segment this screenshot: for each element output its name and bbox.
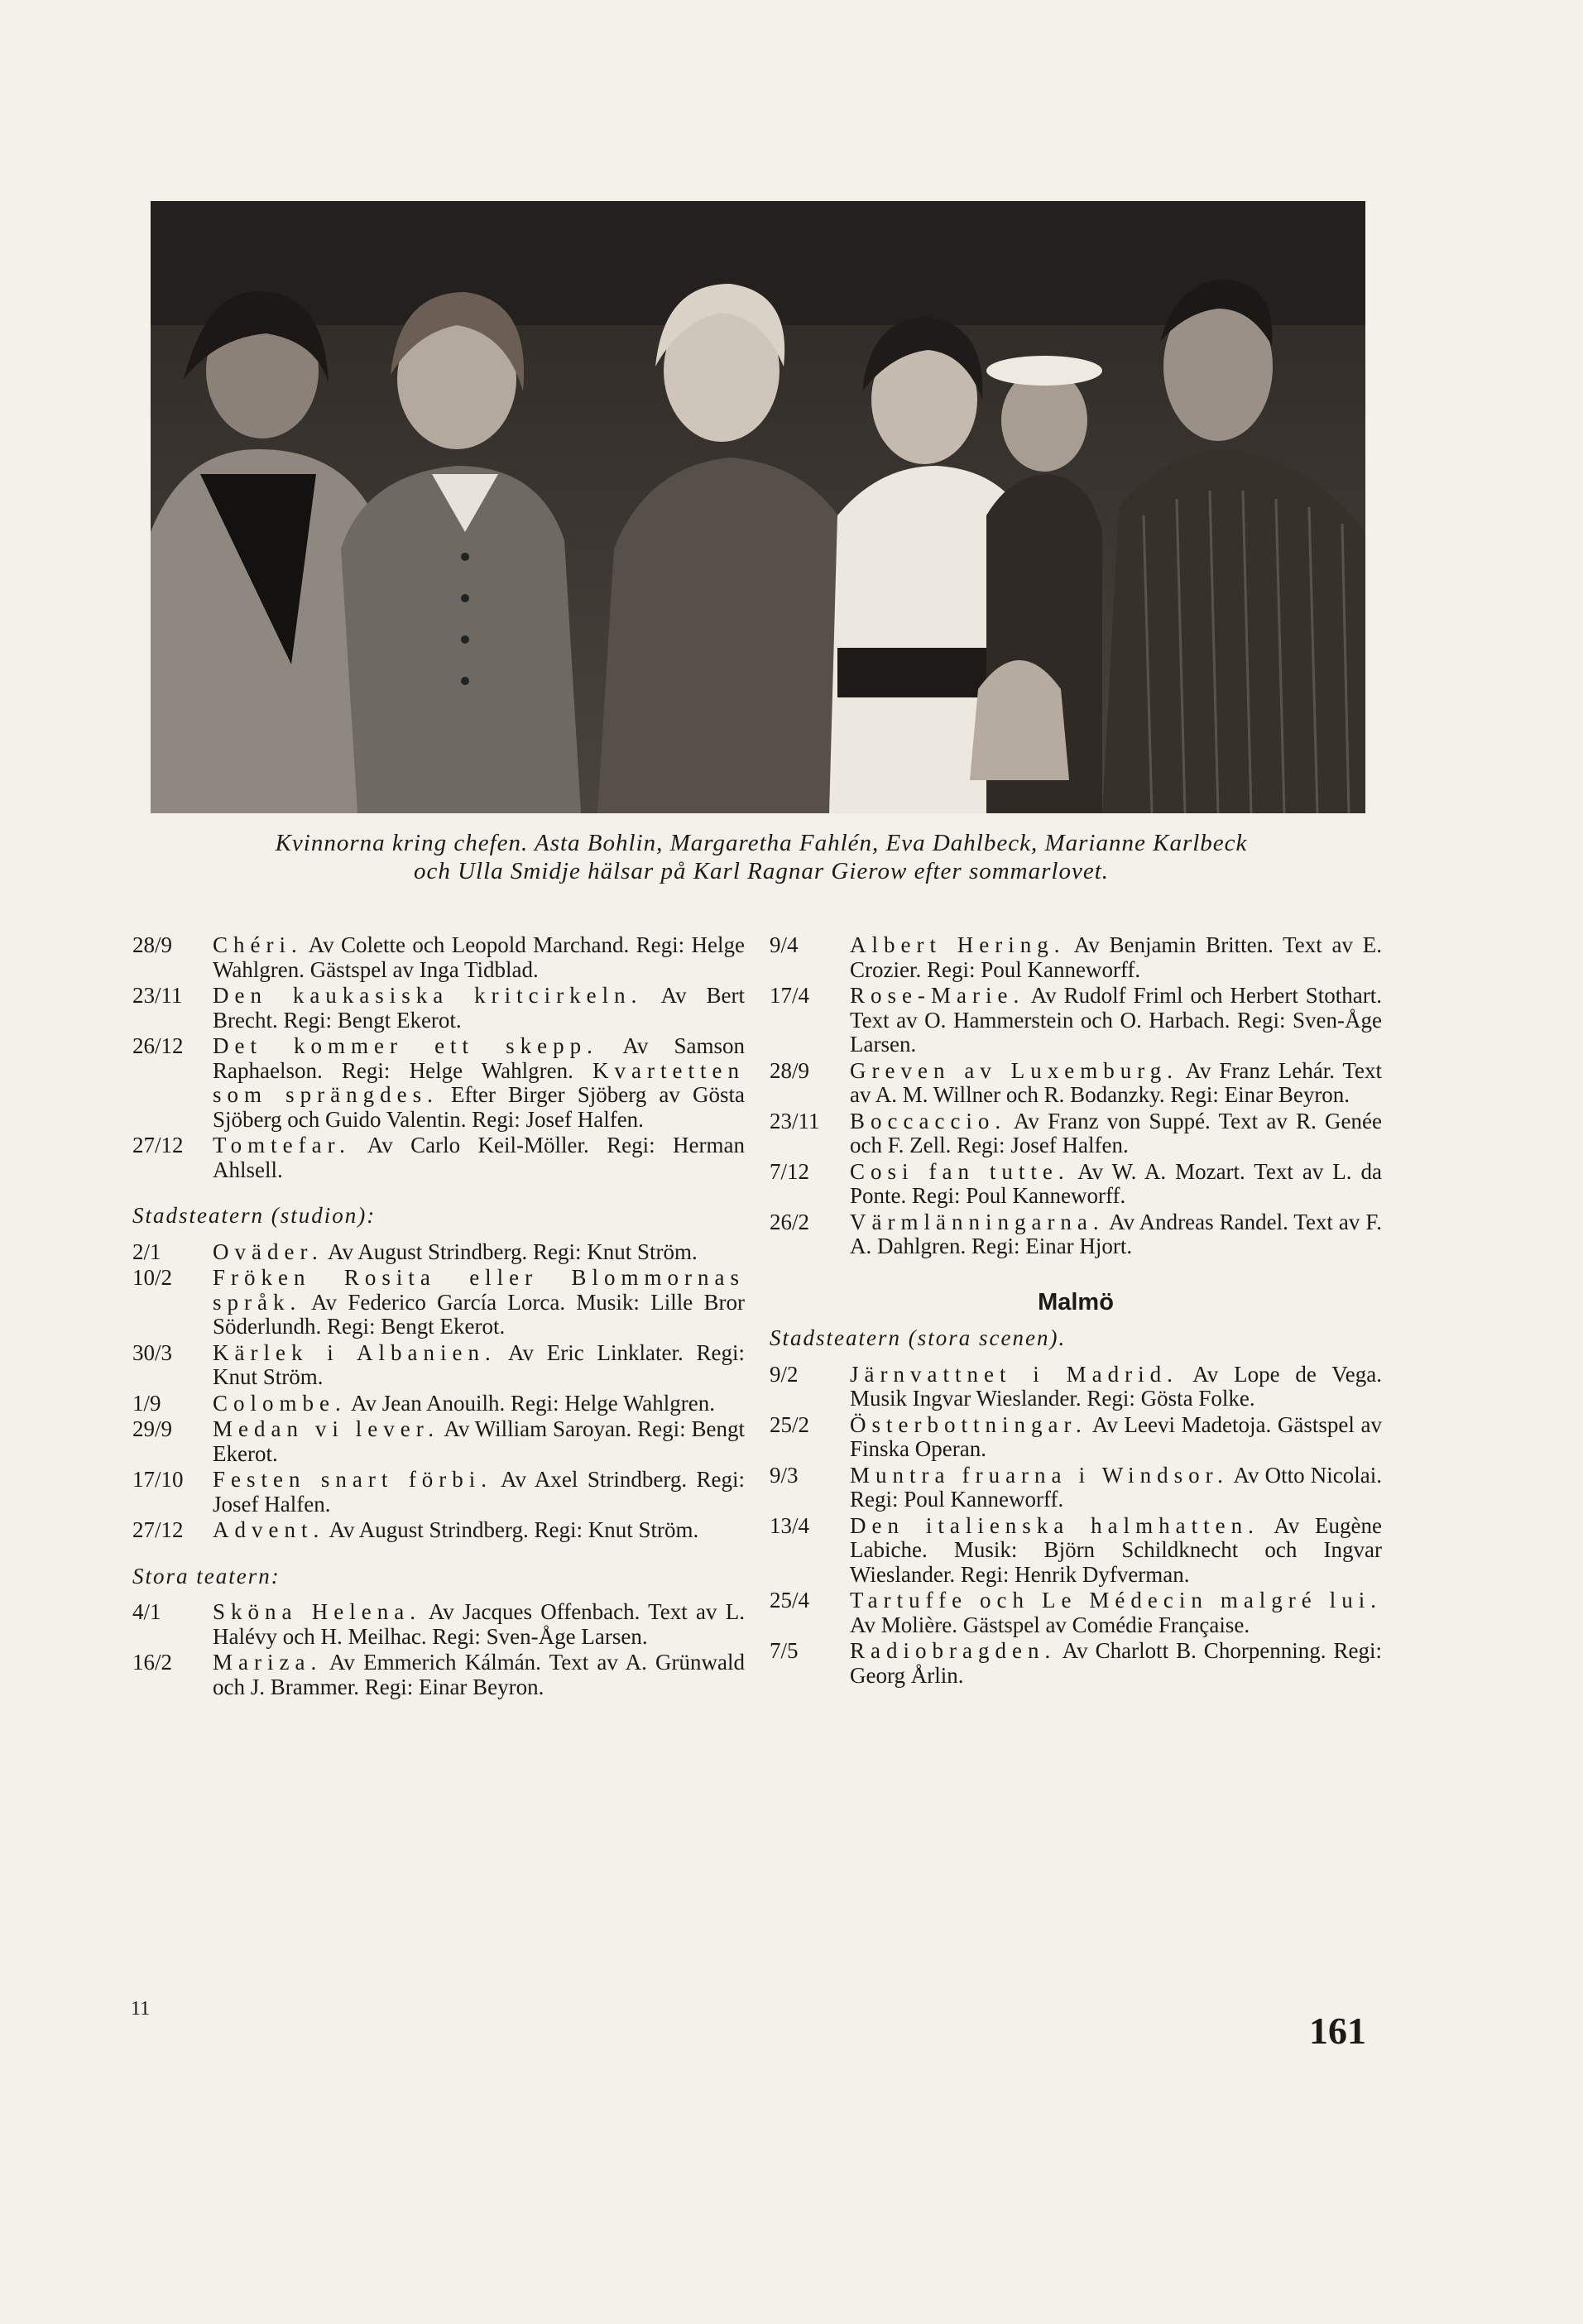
entry-title: Den kaukasiska kritcirkeln. — [213, 983, 643, 1008]
entry-text-2: Efter Birger Sjöberg av Gösta Sjöberg och Guido Valentin. Regi: Josef Halfen. — [213, 1082, 745, 1132]
entry-date: 28/9 — [132, 932, 173, 957]
entry-text: Av Axel Strindberg. Regi: Josef Halfen. — [213, 1467, 745, 1517]
entry-text: Av Franz Lehár. Text av A. M. Willner och R. Bodanzky. Regi: Einar Beyron. — [850, 1057, 1382, 1107]
entry-text: Av Carlo Keil-Möller. Regi: Herman Ahlsell. — [213, 1133, 745, 1182]
list-item — [770, 1210, 1382, 1259]
entry-text: Av Samson Raphaelson. Regi: Helge Wahlgren. — [213, 1033, 745, 1083]
entry-title: Det kommer ett skepp. — [213, 1033, 598, 1058]
photo-caption — [116, 829, 1407, 885]
entry-title: Österbottningar. — [850, 1411, 1087, 1437]
list-item — [770, 1588, 1382, 1637]
entry-title: Mariza. — [213, 1650, 323, 1675]
entry-text: Av August Strindberg. Regi: Knut Ström. — [324, 1517, 699, 1542]
entry-title: Cosi fan tutte. — [850, 1158, 1070, 1184]
entry-title: Den italienska halmhatten. — [850, 1512, 1259, 1538]
entry-title: Sköna Helena. — [213, 1599, 421, 1624]
entry-date: 10/2 — [132, 1265, 173, 1290]
entry-text: Av Emmerich Kálmán. Text av A. Grünwald och J. Brammer. Regi: Einar Beyron. — [213, 1650, 745, 1699]
entry-text: Av Jacques Offenbach. Text av L. Halévy och H. Meilhac. Regi: Sven-Åge Larsen. — [213, 1599, 746, 1649]
entry-text: Av Rudolf Friml och Herbert Stothart. Text av O. Hammerstein och O. Harbach. Regi: Sven-Åge Larsen. — [850, 983, 1382, 1057]
right-column — [770, 933, 1382, 1689]
list-item — [132, 1133, 745, 1182]
entry-date: 25/2 — [770, 1411, 810, 1437]
section-heading-stora-teatern: Stora teatern: — [132, 1563, 281, 1588]
entry-text: Av Lope de Vega. Musik Ingvar Wieslander. Regi: Gösta Folke. — [850, 1361, 1382, 1411]
entry-text: Av Colette och Leopold Marchand. Regi: Helge Wahlgren. Gästspel av Inga Tidblad. — [213, 932, 745, 982]
entry-date: 9/3 — [770, 1462, 799, 1488]
entry-title: Advent. — [213, 1517, 325, 1542]
entry-date: 25/4 — [770, 1588, 810, 1612]
entry-text: Av Eugène Labiche. Musik: Björn Schildknecht och Ingvar Wieslander. Regi: Henrik Dyfverman. — [850, 1512, 1382, 1587]
entry-date: 2/1 — [132, 1239, 161, 1264]
entry-text: Av Jean Anouilh. Regi: Helge Wahlgren. — [346, 1390, 715, 1416]
left-column — [132, 933, 745, 1701]
entry-date: 16/2 — [132, 1650, 173, 1675]
entry-text: Av Benjamin Britten. Text av E. Crozier. Regi: Poul Kanneworff. — [850, 932, 1382, 982]
entry-text: Av Franz von Suppé. Text av R. Genée och F. Zell. Regi: Josef Halfen. — [850, 1108, 1382, 1157]
entry-title: Colombe. — [213, 1390, 347, 1416]
entry-title: Oväder. — [213, 1239, 324, 1264]
entry-date: 27/12 — [132, 1517, 184, 1542]
entry-text: Av W. A. Mozart. Text av L. da Ponte. Regi: Poul Kanneworff. — [850, 1158, 1382, 1208]
section-heading-studion: Stadsteatern (studion): — [132, 1203, 377, 1228]
entry-title: Tomtefar. — [213, 1133, 351, 1157]
entry-title: Tartuffe och Le Médecin malgré lui. — [850, 1588, 1382, 1612]
list-item — [770, 1363, 1382, 1411]
group-photo — [151, 201, 1365, 813]
entry-title: Festen snart förbi. — [213, 1467, 493, 1492]
list-item — [770, 984, 1382, 1057]
entry-date: 23/11 — [770, 1108, 820, 1133]
entry-text: Av Charlott B. Chorpenning. Regi: Georg Årlin. — [850, 1638, 1382, 1688]
list-item — [132, 1034, 745, 1132]
entry-title: Muntra fruarna i Windsor. — [850, 1462, 1229, 1488]
entry-date: 26/12 — [132, 1033, 184, 1058]
caption-line-2: och Ulla Smidje hälsar på Karl Ragnar Gierow efter sommarlovet. — [413, 858, 1110, 884]
entry-date: 17/4 — [770, 983, 810, 1008]
entry-text: Av Otto Nicolai. Regi: Poul Kanneworff. — [850, 1462, 1382, 1512]
entry-title: Medan vi lever. — [213, 1416, 439, 1441]
entry-date: 9/4 — [770, 932, 799, 957]
entry-title-2: Kvartetten som sprängdes. — [213, 1057, 745, 1107]
entry-date: 29/9 — [132, 1416, 173, 1441]
city-heading: Malmö — [1038, 1288, 1114, 1315]
list-item — [770, 1109, 1382, 1158]
entry-date: 27/12 — [132, 1133, 184, 1157]
list-item — [132, 1240, 745, 1265]
list-item — [770, 1160, 1382, 1209]
entry-title: Chéri. — [213, 932, 303, 957]
entry-title: Fröken Rosita eller Blommornas språk. — [213, 1265, 745, 1315]
list-item — [770, 933, 1382, 982]
list-item — [770, 1464, 1382, 1512]
list-item — [770, 1413, 1382, 1462]
list-item — [132, 1341, 745, 1390]
entry-date: 23/11 — [132, 983, 183, 1008]
entry-text: Av Andreas Randel. Text av F. A. Dahlgren. Regi: Einar Hjort. — [850, 1209, 1382, 1258]
photo-illustration — [151, 201, 1365, 813]
list-item — [132, 1651, 745, 1699]
list-item — [132, 1266, 745, 1339]
entry-text: Av William Saroyan. Regi: Bengt Ekerot. — [213, 1416, 745, 1466]
list-item — [132, 1468, 745, 1517]
entry-date: 13/4 — [770, 1512, 810, 1538]
entry-date: 7/12 — [770, 1158, 810, 1184]
entry-text: Av Leevi Madetoja. Gästspel av Finska Operan. — [850, 1411, 1382, 1461]
list-item — [770, 1639, 1382, 1688]
list-item — [132, 933, 745, 982]
list-item — [770, 1514, 1382, 1588]
entry-date: 26/2 — [770, 1209, 810, 1234]
entry-date: 28/9 — [770, 1057, 810, 1083]
signature-mark: 11 — [131, 1998, 151, 2020]
caption-line-1: Kvinnorna kring chefen. Asta Bohlin, Margaretha Fahlén, Eva Dahlbeck, Marianne Karlbeck — [275, 830, 1248, 856]
entry-title: Radiobragden. — [850, 1638, 1057, 1663]
entry-text: Av Federico García Lorca. Musik: Lille Bror Söderlundh. Regi: Bengt Ekerot. — [213, 1289, 745, 1339]
list-item — [132, 1417, 745, 1466]
list-item — [132, 1600, 745, 1649]
entry-date: 1/9 — [132, 1390, 161, 1416]
section-heading-stora-scenen: Stadsteatern (stora scenen). — [770, 1325, 1067, 1350]
entry-text: Av Molière. Gästspel av Comédie Française. — [850, 1612, 1250, 1637]
entry-title: Järnvattnet i Madrid. — [850, 1361, 1178, 1387]
entry-title: Värmlänningarna. — [850, 1209, 1105, 1234]
page-number: 161 — [1309, 2010, 1366, 2052]
entry-date: 9/2 — [770, 1361, 799, 1387]
entry-date: 4/1 — [132, 1599, 161, 1624]
entry-date: 7/5 — [770, 1638, 799, 1663]
entry-title: Greven av Luxemburg. — [850, 1057, 1179, 1083]
entry-text: Av Bert Brecht. Regi: Bengt Ekerot. — [213, 983, 745, 1033]
entry-text: Av Eric Linklater. Regi: Knut Ström. — [213, 1339, 745, 1389]
list-item — [770, 1059, 1382, 1108]
list-item — [132, 1392, 745, 1416]
entry-title: Rose-Marie. — [850, 983, 1025, 1008]
entry-title: Albert Hering. — [850, 932, 1066, 957]
entry-title: Boccaccio. — [850, 1108, 1007, 1133]
entry-date: 17/10 — [132, 1467, 184, 1492]
entry-title: Kärlek i Albanien. — [213, 1339, 496, 1365]
list-item — [132, 984, 745, 1033]
entry-date: 30/3 — [132, 1339, 173, 1365]
list-item — [132, 1518, 745, 1543]
entry-text: Av August Strindberg. Regi: Knut Ström. — [323, 1239, 698, 1264]
